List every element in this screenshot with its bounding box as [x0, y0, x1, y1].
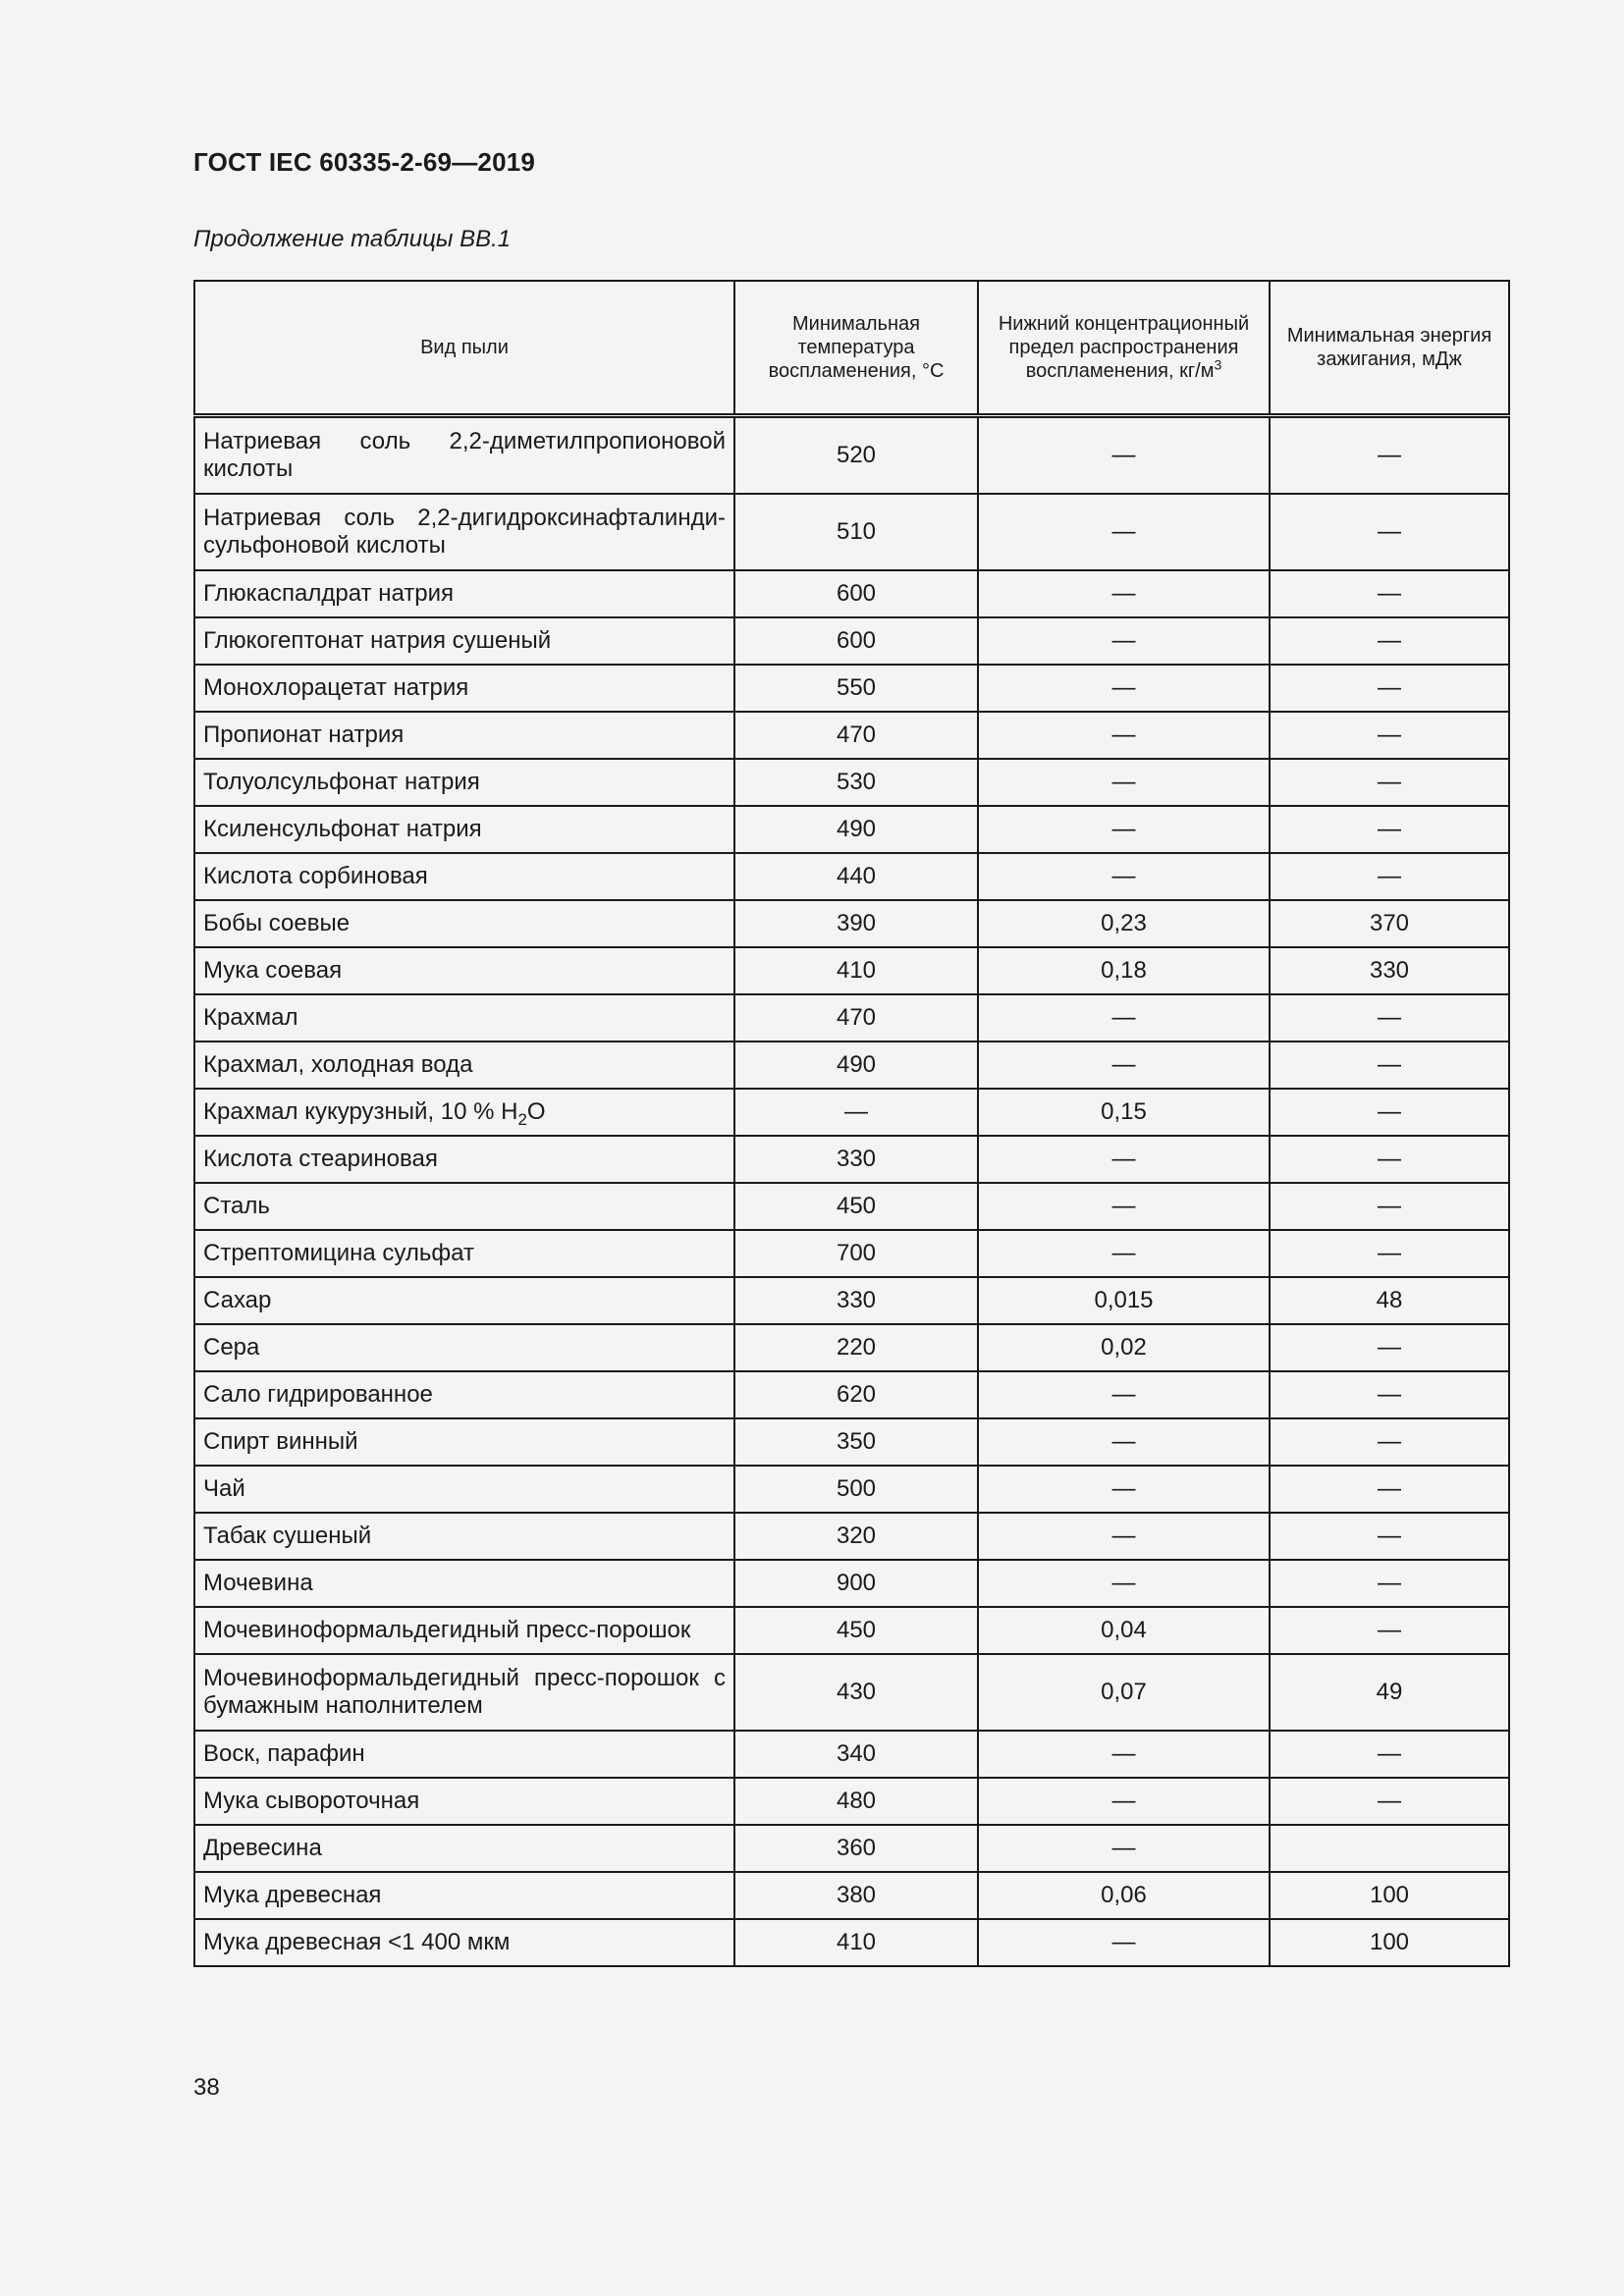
table-caption: Продолжение таблицы ВВ.1	[193, 226, 512, 252]
cell-min-ignition-temp: 520	[734, 416, 978, 495]
cell-lower-concentration-limit: —	[978, 1136, 1270, 1183]
table-row	[194, 1089, 1509, 1136]
cell-lower-concentration-limit: —	[978, 806, 1270, 853]
cell-lower-concentration-limit: —	[978, 1466, 1270, 1513]
cell-dust-type: Мука древесная	[194, 1872, 734, 1919]
cell-dust-type: Мука соевая	[194, 947, 734, 994]
cell-dust-type: Натриевая соль 2,2-дигидроксинафталинди-сульфоновой кислоты	[194, 494, 734, 570]
cell-lower-concentration-limit: 0,18	[978, 947, 1270, 994]
cell-min-ignition-energy: 100	[1270, 1872, 1509, 1919]
cell-min-ignition-temp: 700	[734, 1230, 978, 1277]
cell-dust-type: Мочевина	[194, 1560, 734, 1607]
cell-dust-type: Мука древесная <1 400 мкм	[194, 1919, 734, 1966]
cell-min-ignition-energy: —	[1270, 570, 1509, 617]
cell-min-ignition-energy: 100	[1270, 1919, 1509, 1966]
table-row	[194, 1466, 1509, 1513]
cell-dust-type: Глюкогептонат натрия сушеный	[194, 617, 734, 665]
table-row	[194, 1778, 1509, 1825]
cell-min-ignition-energy: —	[1270, 1560, 1509, 1607]
cell-min-ignition-temp: 410	[734, 947, 978, 994]
cell-lower-concentration-limit: 0,07	[978, 1654, 1270, 1731]
table-row	[194, 1324, 1509, 1371]
table-row	[194, 1872, 1509, 1919]
cell-min-ignition-energy: —	[1270, 806, 1509, 853]
cell-lower-concentration-limit: 0,02	[978, 1324, 1270, 1371]
cell-dust-type: Мочевиноформальдегидный пресс-порошок с бумажным наполнителем	[194, 1654, 734, 1731]
cell-min-ignition-energy: 330	[1270, 947, 1509, 994]
cell-lower-concentration-limit: —	[978, 994, 1270, 1041]
table-row	[194, 1654, 1509, 1731]
cell-lower-concentration-limit: —	[978, 1230, 1270, 1277]
cell-min-ignition-temp: 600	[734, 617, 978, 665]
cell-lower-concentration-limit: 0,15	[978, 1089, 1270, 1136]
cell-dust-type: Крахмал, холодная вода	[194, 1041, 734, 1089]
table-row	[194, 1560, 1509, 1607]
table-row	[194, 494, 1509, 570]
cell-min-ignition-energy: —	[1270, 759, 1509, 806]
cell-lower-concentration-limit: —	[978, 1183, 1270, 1230]
cell-lower-concentration-limit: —	[978, 570, 1270, 617]
table-row	[194, 900, 1509, 947]
table-row	[194, 1825, 1509, 1872]
column-header-lower-concentration-limit	[978, 281, 1270, 416]
lower-limit-label: Нижний концентрационный предел распространения воспламенения, кг/м	[998, 313, 1250, 382]
cell-lower-concentration-limit: —	[978, 665, 1270, 712]
cell-min-ignition-energy: —	[1270, 665, 1509, 712]
cell-min-ignition-temp: 450	[734, 1607, 978, 1654]
table-row	[194, 759, 1509, 806]
cell-min-ignition-temp: 480	[734, 1778, 978, 1825]
cell-dust-type: Стрептомицина сульфат	[194, 1230, 734, 1277]
cell-min-ignition-temp: —	[734, 1089, 978, 1136]
cell-lower-concentration-limit: —	[978, 494, 1270, 570]
cell-min-ignition-temp: 390	[734, 900, 978, 947]
dust-name-text: Крахмал кукурузный, 10 % H	[203, 1098, 518, 1125]
cell-min-ignition-energy: —	[1270, 1731, 1509, 1778]
cell-dust-type: Сало гидрированное	[194, 1371, 734, 1418]
cell-min-ignition-temp: 350	[734, 1418, 978, 1466]
formula-subscript: 2	[517, 1109, 527, 1129]
cell-dust-type: Сталь	[194, 1183, 734, 1230]
cell-min-ignition-temp: 620	[734, 1371, 978, 1418]
cell-min-ignition-energy: —	[1270, 712, 1509, 759]
cell-lower-concentration-limit: —	[978, 1560, 1270, 1607]
cell-min-ignition-energy	[1270, 1825, 1509, 1872]
cell-min-ignition-energy: —	[1270, 1324, 1509, 1371]
cell-min-ignition-temp: 470	[734, 994, 978, 1041]
cell-lower-concentration-limit: 0,06	[978, 1872, 1270, 1919]
cell-dust-type: Кислота сорбиновая	[194, 853, 734, 900]
cell-min-ignition-energy: —	[1270, 416, 1509, 495]
cell-min-ignition-energy: —	[1270, 1466, 1509, 1513]
cell-lower-concentration-limit: —	[978, 1778, 1270, 1825]
cell-dust-type: Табак сушеный	[194, 1513, 734, 1560]
document-header: ГОСТ IEC 60335-2-69—2019	[193, 147, 536, 177]
cell-lower-concentration-limit: 0,04	[978, 1607, 1270, 1654]
cell-dust-type	[194, 1089, 734, 1136]
cell-min-ignition-temp: 600	[734, 570, 978, 617]
cell-lower-concentration-limit: —	[978, 1825, 1270, 1872]
cell-min-ignition-energy: 48	[1270, 1277, 1509, 1324]
cell-min-ignition-energy: 49	[1270, 1654, 1509, 1731]
table-row	[194, 665, 1509, 712]
cell-min-ignition-temp: 490	[734, 1041, 978, 1089]
cell-lower-concentration-limit: —	[978, 1513, 1270, 1560]
cell-lower-concentration-limit: —	[978, 759, 1270, 806]
cell-dust-type: Бобы соевые	[194, 900, 734, 947]
cell-dust-type: Кислота стеариновая	[194, 1136, 734, 1183]
cell-min-ignition-temp: 470	[734, 712, 978, 759]
table-header-row	[194, 281, 1509, 416]
cell-min-ignition-energy: —	[1270, 617, 1509, 665]
cell-min-ignition-energy: —	[1270, 1041, 1509, 1089]
cell-dust-type: Сера	[194, 1324, 734, 1371]
cell-lower-concentration-limit: —	[978, 712, 1270, 759]
cell-min-ignition-energy: —	[1270, 1136, 1509, 1183]
cell-min-ignition-temp: 490	[734, 806, 978, 853]
cell-min-ignition-temp: 500	[734, 1466, 978, 1513]
cell-min-ignition-energy: —	[1270, 853, 1509, 900]
cell-dust-type: Монохлорацетат натрия	[194, 665, 734, 712]
cell-dust-type: Толуолсульфонат натрия	[194, 759, 734, 806]
cell-min-ignition-temp: 430	[734, 1654, 978, 1731]
table-row	[194, 416, 1509, 495]
cell-min-ignition-energy: —	[1270, 1607, 1509, 1654]
table-row	[194, 1136, 1509, 1183]
table-row	[194, 1183, 1509, 1230]
table-row	[194, 994, 1509, 1041]
unit-exponent: 3	[1214, 356, 1222, 373]
cell-dust-type: Крахмал	[194, 994, 734, 1041]
cell-lower-concentration-limit: 0,23	[978, 900, 1270, 947]
cell-min-ignition-energy: —	[1270, 1089, 1509, 1136]
cell-min-ignition-energy: —	[1270, 1778, 1509, 1825]
cell-lower-concentration-limit: —	[978, 1919, 1270, 1966]
cell-min-ignition-temp: 510	[734, 494, 978, 570]
table-row	[194, 947, 1509, 994]
table-row	[194, 806, 1509, 853]
cell-lower-concentration-limit: —	[978, 416, 1270, 495]
cell-dust-type: Натриевая соль 2,2-диметилпропионовой кислоты	[194, 416, 734, 495]
cell-min-ignition-temp: 530	[734, 759, 978, 806]
table-row	[194, 1513, 1509, 1560]
cell-dust-type: Чай	[194, 1466, 734, 1513]
cell-dust-type: Мочевиноформальдегидный пресс-порошок	[194, 1607, 734, 1654]
table-row	[194, 1607, 1509, 1654]
column-header-min-ignition-energy: Минимальная энергия зажигания, мДж	[1270, 281, 1509, 416]
cell-min-ignition-temp: 380	[734, 1872, 978, 1919]
cell-min-ignition-temp: 330	[734, 1136, 978, 1183]
cell-min-ignition-energy: —	[1270, 1230, 1509, 1277]
cell-min-ignition-energy: —	[1270, 1513, 1509, 1560]
table-row	[194, 1230, 1509, 1277]
cell-min-ignition-temp: 340	[734, 1731, 978, 1778]
table-row	[194, 1418, 1509, 1466]
cell-dust-type: Пропионат натрия	[194, 712, 734, 759]
cell-lower-concentration-limit: —	[978, 617, 1270, 665]
cell-lower-concentration-limit: —	[978, 1731, 1270, 1778]
table-row	[194, 853, 1509, 900]
table-row	[194, 1919, 1509, 1966]
cell-min-ignition-temp: 360	[734, 1825, 978, 1872]
cell-dust-type: Глюкаспалдрат натрия	[194, 570, 734, 617]
table-row	[194, 617, 1509, 665]
cell-dust-type: Воск, парафин	[194, 1731, 734, 1778]
cell-min-ignition-temp: 900	[734, 1560, 978, 1607]
cell-min-ignition-temp: 410	[734, 1919, 978, 1966]
cell-min-ignition-energy: —	[1270, 994, 1509, 1041]
table-row	[194, 570, 1509, 617]
cell-min-ignition-temp: 330	[734, 1277, 978, 1324]
cell-lower-concentration-limit: 0,015	[978, 1277, 1270, 1324]
cell-min-ignition-temp: 220	[734, 1324, 978, 1371]
cell-lower-concentration-limit: —	[978, 853, 1270, 900]
cell-min-ignition-energy: 370	[1270, 900, 1509, 947]
cell-dust-type: Ксиленсульфонат натрия	[194, 806, 734, 853]
formula-tail: O	[526, 1098, 546, 1125]
cell-min-ignition-temp: 550	[734, 665, 978, 712]
cell-dust-type: Сахар	[194, 1277, 734, 1324]
cell-min-ignition-temp: 440	[734, 853, 978, 900]
table-row	[194, 1277, 1509, 1324]
cell-min-ignition-energy: —	[1270, 1418, 1509, 1466]
cell-dust-type: Древесина	[194, 1825, 734, 1872]
cell-min-ignition-temp: 450	[734, 1183, 978, 1230]
column-header-min-ignition-temp: Минимальная температура воспламенения, °С	[734, 281, 978, 416]
cell-dust-type: Мука сывороточная	[194, 1778, 734, 1825]
cell-min-ignition-energy: —	[1270, 1371, 1509, 1418]
page-number: 38	[193, 2074, 220, 2101]
cell-lower-concentration-limit: —	[978, 1418, 1270, 1466]
column-header-dust-type: Вид пыли	[194, 281, 734, 416]
table-row	[194, 1731, 1509, 1778]
cell-min-ignition-energy: —	[1270, 494, 1509, 570]
dust-ignition-table	[193, 280, 1510, 1967]
table-row	[194, 712, 1509, 759]
cell-lower-concentration-limit: —	[978, 1041, 1270, 1089]
cell-lower-concentration-limit: —	[978, 1371, 1270, 1418]
cell-dust-type: Спирт винный	[194, 1418, 734, 1466]
table-body	[194, 416, 1509, 1967]
table-row	[194, 1371, 1509, 1418]
table-row	[194, 1041, 1509, 1089]
cell-min-ignition-energy: —	[1270, 1183, 1509, 1230]
cell-min-ignition-temp: 320	[734, 1513, 978, 1560]
